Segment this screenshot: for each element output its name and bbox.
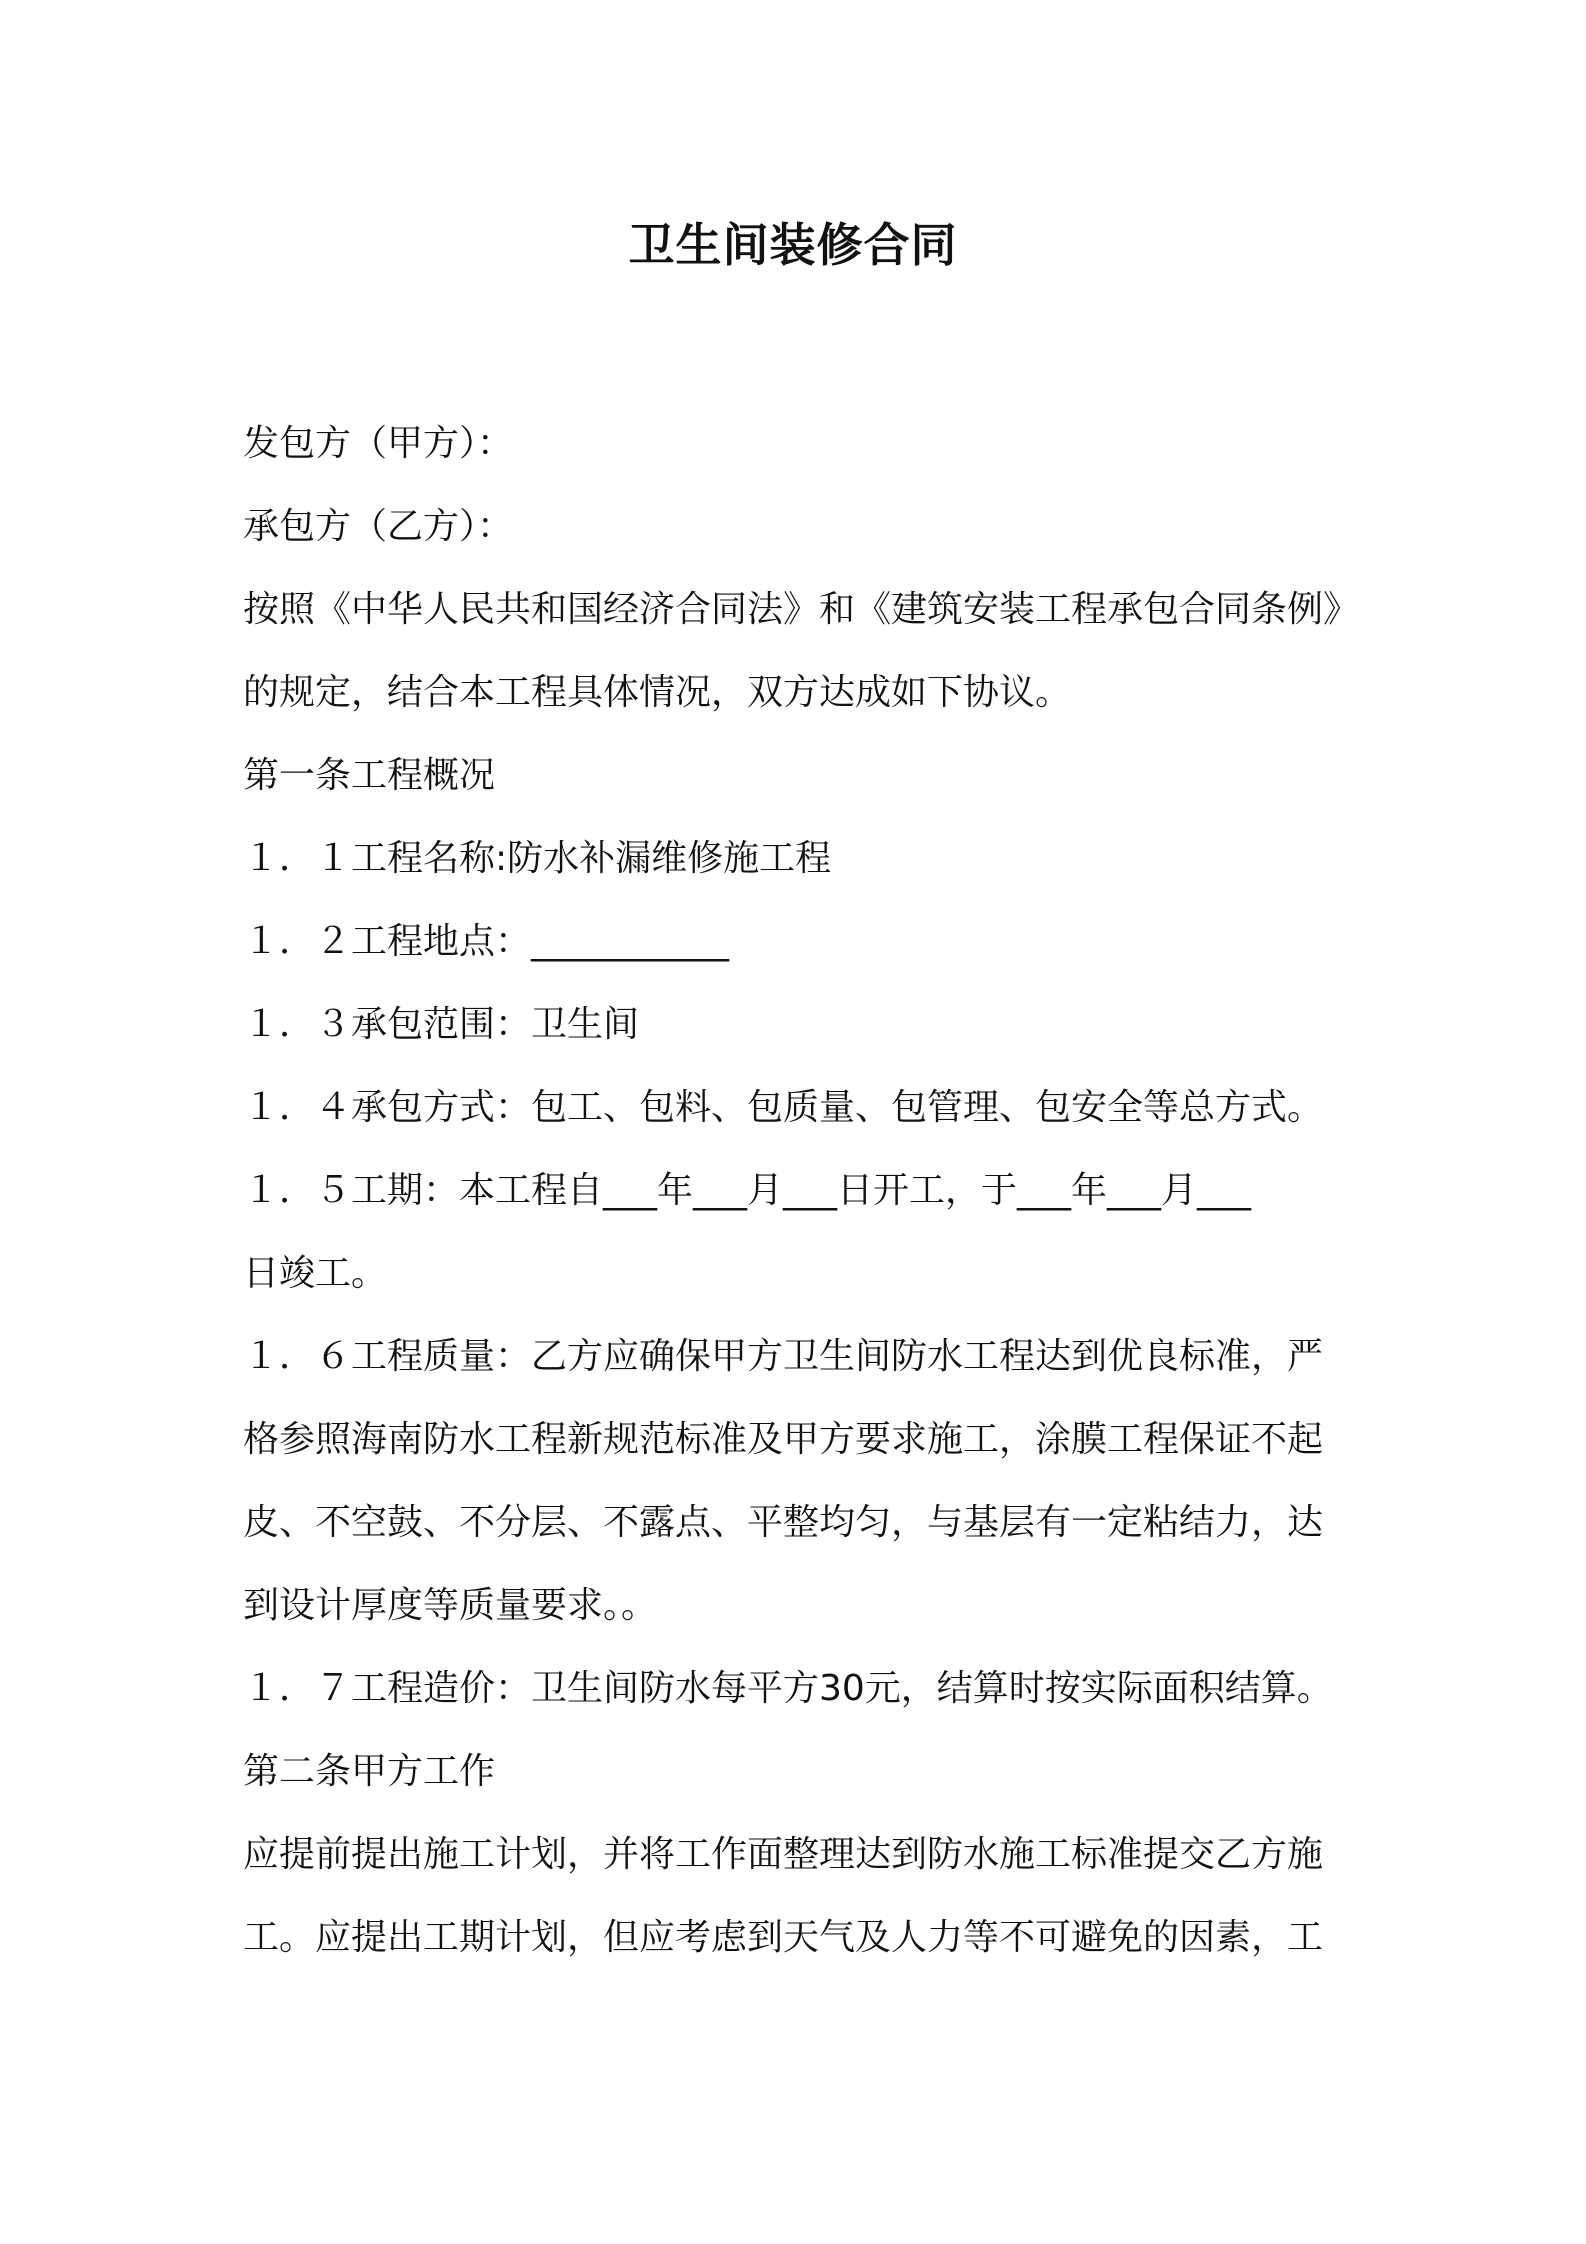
item-1-1: １．１工程名称:防水补漏维修施工程 [243,838,832,879]
item-1-5-line-2: 日竣工。 [243,1253,388,1294]
item-1-3: １．３承包范围：卫生间 [243,1004,640,1045]
article-2-line-2: 工。应提出工期计划，但应考虑到天气及人力等不可避免的因素，工 [243,1917,1324,1958]
item-1-6-line-4: 到设计厚度等质量要求。。 [243,1585,658,1626]
basis-line-2: 的规定，结合本工程具体情况，双方达成如下协议。 [243,672,1072,713]
item-1-2: １．２工程地点：___________ [243,921,730,962]
contractor-line: 承包方（乙方）： [243,506,514,547]
item-1-4: １．４承包方式：包工、包料、包质量、包管理、包安全等总方式。 [243,1087,1324,1128]
employer-line: 发包方（甲方）： [243,423,514,464]
article-2-line-1: 应提前提出施工计划，并将工作面整理达到防水施工标准提交乙方施 [243,1834,1324,1875]
article-2-heading: 第二条甲方工作 [243,1751,496,1792]
item-1-6-line-3: 皮、不空鼓、不分层、不露点、平整均匀，与基层有一定粘结力，达 [243,1502,1324,1543]
item-1-6-line-2: 格参照海南防水工程新规范标准及甲方要求施工，涂膜工程保证不起 [243,1419,1324,1460]
basis-line-1: 按照《中华人民共和国经济合同法》和《建筑安装工程承包合同条例》 [243,589,1360,630]
article-1-heading: 第一条工程概况 [243,755,496,796]
item-1-7: １．７工程造价：卫生间防水每平方30元，结算时按实际面积结算。 [243,1668,1333,1709]
item-1-6-line-1: １．６工程质量：乙方应确保甲方卫生间防水工程达到优良标准，严 [243,1336,1324,1377]
document-title: 卫生间装修合同 [628,218,958,272]
document-body [243,402,1363,1979]
item-1-5-line-1: １．５工期：本工程自___年___月___日开工，于___年___月___ [243,1170,1252,1211]
